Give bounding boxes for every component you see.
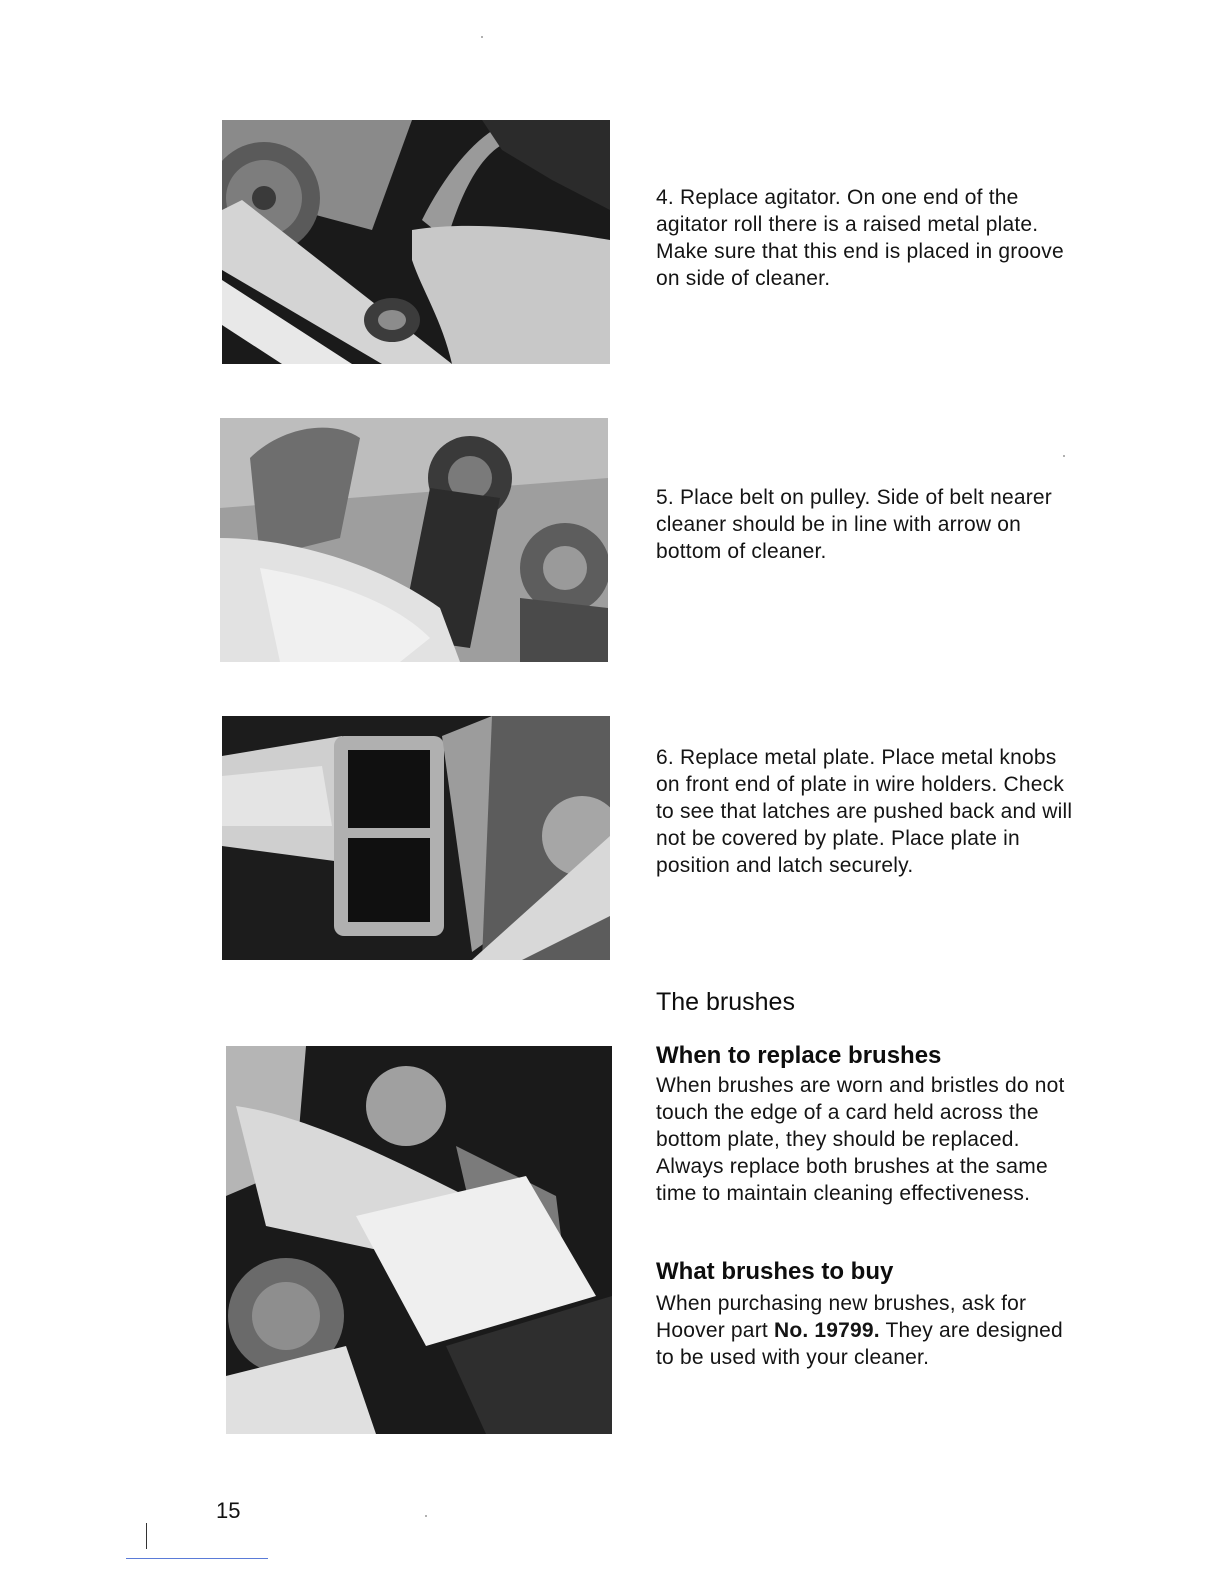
scan-speck xyxy=(481,36,483,38)
photo-brushes-card-test xyxy=(226,1046,612,1434)
photo-belt-on-pulley xyxy=(220,418,608,662)
scan-speck xyxy=(1063,455,1065,457)
step-4-text: 4. Replace agitator. On one end of the agitator roll there is a raised metal plate. Make sure that this end is placed in groove on side of cleaner. xyxy=(656,186,1064,290)
buy-text-before: When purchasing new brushes, ask for Hoover part xyxy=(656,1292,1027,1342)
step-5-text: 5. Place belt on pulley. Side of belt nearer cleaner should be in line with arrow on bottom of cleaner. xyxy=(656,486,1052,563)
what-to-buy-text xyxy=(656,1290,1076,1371)
buy-text-after: They are designed to be used with your cleaner. xyxy=(656,1319,1063,1369)
margin-mark xyxy=(146,1523,147,1549)
section-title-brushes: The brushes xyxy=(656,988,795,1016)
scan-speck xyxy=(425,1515,427,1517)
page-number: 15 xyxy=(216,1498,241,1523)
step-6-text: 6. Replace metal plate. Place metal knobs on front end of plate in wire holders. Check to see that latches are pushed back and will not be covered by plate. Place plate in position and latch securely. xyxy=(656,746,1073,877)
photo-replace-metal-plate xyxy=(222,716,610,960)
photo-replace-agitator xyxy=(222,120,610,364)
bottom-rule xyxy=(126,1558,268,1559)
heading-when-to-replace: When to replace brushes xyxy=(656,1042,942,1069)
part-number: No. 19799. xyxy=(773,1319,880,1342)
heading-what-to-buy: What brushes to buy xyxy=(656,1258,894,1285)
when-to-replace-text: When brushes are worn and bristles do not touch the edge of a card held across the bottom plate, they should be replaced. Always replace both brushes at the same time to maintain cleaning effectiveness. xyxy=(656,1074,1065,1205)
